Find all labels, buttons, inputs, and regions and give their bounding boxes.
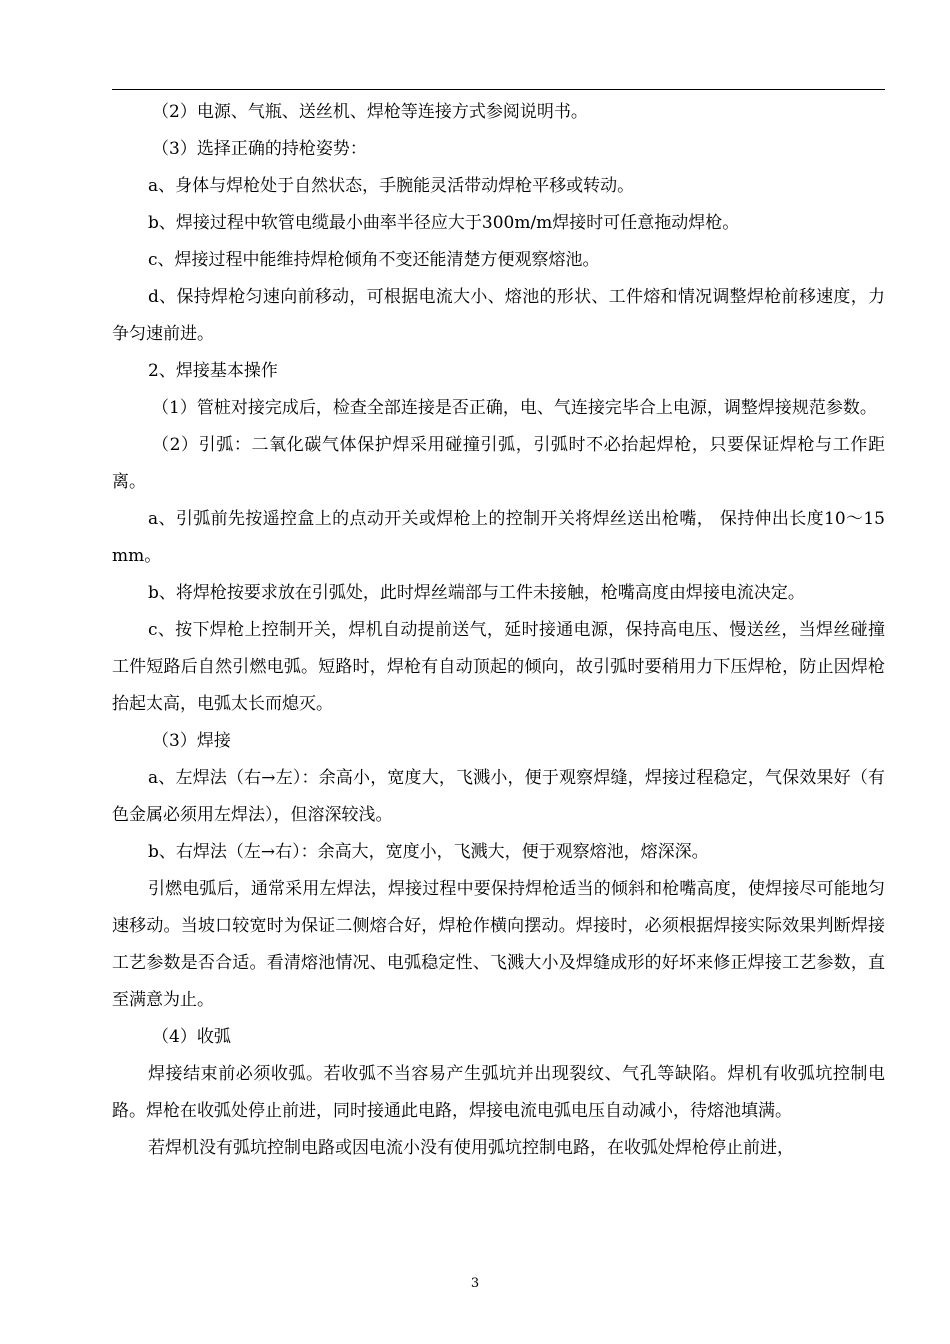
paragraph: b、焊接过程中软管电缆最小曲率半径应大于300m/m焊接时可任意拖动焊枪。 [148,213,740,233]
paragraph: （2）电源、气瓶、送丝机、焊枪等连接方式参阅说明书。 [152,102,588,122]
document-body [112,94,885,1167]
page-number: 3 [470,1276,480,1291]
paragraph: a、左焊法（右→左）：余高小，宽度大，飞溅小，便于观察焊缝，焊接过程稳定，气保效果好（有色金属必须用左焊法），但溶深较浅。 [112,768,885,825]
paragraph: c、焊接过程中能维持焊枪倾角不变还能清楚方便观察熔池。 [148,250,600,270]
section-heading: 2、焊接基本操作 [148,361,278,381]
subsection-heading: （4）收弧 [152,1027,231,1047]
paragraph: a、身体与焊枪处于自然状态，手腕能灵活带动焊枪平移或转动。 [148,176,635,196]
header-rule [112,89,885,90]
paragraph: （3）选择正确的持枪姿势： [152,139,367,159]
paragraph: d、保持焊枪匀速向前移动，可根据电流大小、熔池的形状、工件熔和情况调整焊枪前移速度，力争匀速前进。 [112,287,885,344]
paragraph: a、引弧前先按遥控盒上的点动开关或焊枪上的控制开关将焊丝送出枪嘴， 保持伸出长度10～15 mm。 [112,509,885,566]
paragraph: b、右焊法（左→右）：余高大，宽度小，飞溅大，便于观察熔池，熔深深。 [148,842,709,862]
paragraph: 若焊机没有弧坑控制电路或因电流小没有使用弧坑控制电路，在收弧处焊枪停止前进， [148,1138,794,1158]
paragraph: 引燃电弧后，通常采用左焊法，焊接过程中要保持焊枪适当的倾斜和枪嘴高度，使焊接尽可能地匀速移动。当坡口较宽时为保证二侧熔合好，焊枪作横向摆动。焊接时，必须根据焊接实际效果判断焊接工艺参数是否合适。看清熔池情况、电弧稳定性、飞溅大小及焊缝成形的好坏来修正焊接工艺参数，直至满意为止。 [112,879,885,1010]
paragraph: c、按下焊枪上控制开关，焊机自动提前送气，延时接通电源，保持高电压、慢送丝，当焊丝碰撞工件短路后自然引燃电弧。短路时，焊枪有自动顶起的倾向，故引弧时要稍用力下压焊枪，防止因焊枪抬起太高，电弧太长而熄灭。 [112,620,885,714]
paragraph: （2）引弧：二氧化碳气体保护焊采用碰撞引弧，引弧时不必抬起焊枪，只要保证焊枪与工作距离。 [112,435,885,492]
subsection-heading: （3）焊接 [152,731,231,751]
paragraph: b、将焊枪按要求放在引弧处，此时焊丝端部与工件未接触，枪嘴高度由焊接电流决定。 [148,583,805,603]
paragraph: 焊接结束前必须收弧。若收弧不当容易产生弧坑并出现裂纹、气孔等缺陷。焊机有收弧坑控制电路。焊枪在收弧处停止前进，同时接通此电路，焊接电流电弧电压自动减小，待熔池填满。 [112,1064,885,1121]
paragraph: （1）管桩对接完成后，检查全部连接是否正确，电、气连接完毕合上电源，调整焊接规范参数。 [152,398,877,418]
